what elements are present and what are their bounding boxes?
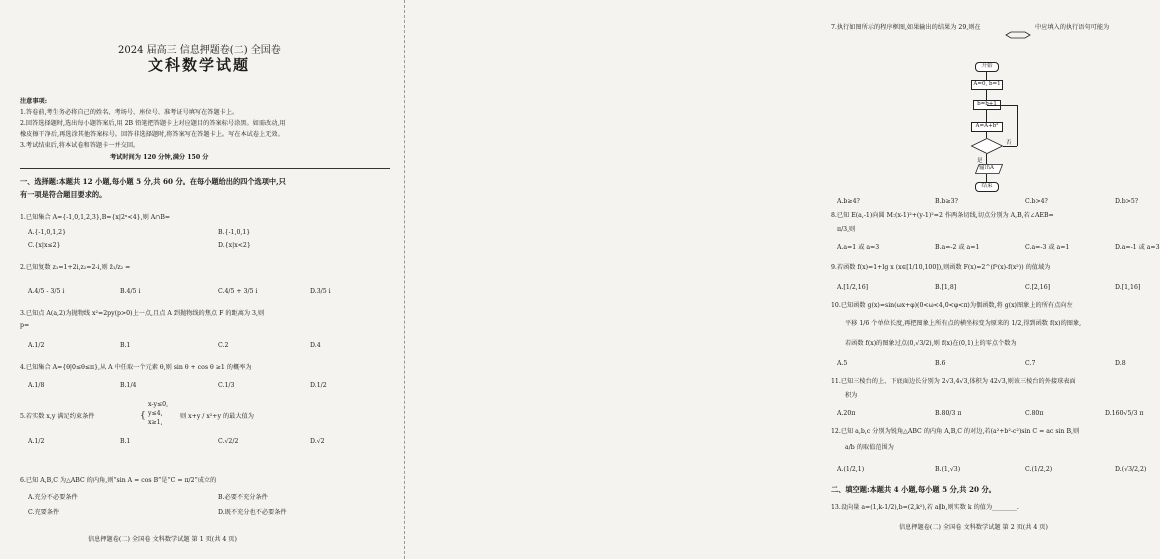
- q3-option-d: D.4: [310, 342, 321, 349]
- q9-option-b: B.[1,8]: [935, 284, 957, 291]
- q2-option-d: D.3/5 i: [310, 288, 331, 295]
- q10-option-b: B.6: [935, 360, 946, 367]
- q10-option-c: C.7: [1025, 360, 1036, 367]
- flow-yes-label: 是: [977, 158, 983, 164]
- q11-option-a: A.20π: [837, 410, 856, 417]
- q9-option-c: C.[2,16]: [1025, 284, 1051, 291]
- q12-option-c: C.(1/2,2): [1025, 466, 1053, 473]
- q1-option-d: D.{x|x<2}: [218, 242, 251, 249]
- q7-option-c: C.b>4?: [1025, 198, 1048, 205]
- flow-output-label: 输出A: [979, 165, 994, 171]
- q12-stem: 12.已知 a,b,c 分别为锐角△ABC 的内角 A,B,C 的对边,若(a²+b²-c²)sin C = ac sin B,则: [831, 428, 1080, 435]
- q13-stem: 13.设向量 a=(1,k-1/2),b=(2,k²),若 a∥b,则实数 k 的值为________.: [831, 504, 1019, 511]
- q11-stem: 11.已知三棱台的上、下底面边长分别为 2√3,4√3,体积为 42√3,则该三棱台的外接球表面: [831, 378, 1076, 385]
- q6-option-a: A.充分不必要条件: [28, 494, 78, 501]
- q12-option-b: B.(1,√3): [935, 466, 961, 473]
- q3-option-b: B.1: [120, 342, 131, 349]
- q5-stem-tail: 则 x+y / x²+y 的最大值为: [180, 413, 254, 420]
- flow-arrow: [986, 154, 987, 164]
- q8-option-c: C.a=-3 或 a=1: [1025, 244, 1070, 251]
- q7-option-b: B.b≥3?: [935, 198, 958, 205]
- q4-option-c: C.1/3: [218, 382, 235, 389]
- q10-stem: 10.已知函数 g(x)=sin(ωx+φ)(0<ω<4,0<φ<π)为偶函数,将 g(x)图象上的所有点向左: [831, 302, 1073, 309]
- flow-arrow: [986, 174, 987, 182]
- q2-option-b: B.4/5 i: [120, 288, 141, 295]
- flow-no-label: 否: [1006, 140, 1012, 146]
- q3-option-a: A.1/2: [28, 342, 45, 349]
- q9-stem: 9.若函数 f(x)=1+lg x (x∈[1/10,100]),则函数 F(x)=2^(f²(x)-f(x²)) 的值域为: [831, 264, 1051, 271]
- q10-option-d: D.8: [1115, 360, 1126, 367]
- exam-time: 考试时间为 120 分钟,满分 150 分: [110, 154, 209, 161]
- q6-option-d: D.既不充分也不必要条件: [218, 509, 287, 516]
- flow-step-a: A=A+b²: [971, 122, 1003, 132]
- q12-option-a: A.(1/2,1): [837, 466, 865, 473]
- q11-stem-2: 积为: [845, 392, 858, 399]
- q7-stem-tail: 中应填入的执行语句可能为: [1035, 24, 1110, 31]
- q1-option-b: B.{-1,0,1}: [218, 229, 251, 236]
- page-footer: 信息押题卷(二) 全国卷 文科数学试题 第 2 页(共 4 页): [899, 524, 1048, 531]
- flow-loop-line: [1017, 105, 1018, 146]
- q2-option-c: C.4/5 + 3/5 i: [218, 288, 258, 295]
- q9-option-d: D.[1,16]: [1115, 284, 1141, 291]
- q7-stem: 7.执行如图所示的程序框图,如果输出的结果为 29,则在: [831, 24, 981, 31]
- q5-condition: x≥1,: [148, 419, 163, 426]
- q5-stem: 5.若实数 x,y 满足约束条件: [20, 413, 95, 420]
- q3-stem-2: p=: [20, 322, 30, 329]
- q3-option-c: C.2: [218, 342, 229, 349]
- brace-icon: {: [140, 411, 146, 421]
- q7-option-d: D.b>5?: [1115, 198, 1139, 205]
- notes-heading: 注意事项:: [20, 98, 48, 105]
- left-page: [0, 0, 404, 559]
- q6-stem: 6.已知 A,B,C 为△ABC 的内角,则“sin A = cos B”是“C = π/2”成立的: [20, 477, 217, 484]
- flow-output: [975, 164, 1003, 174]
- section1-line2: 有一项是符合题目要求的。: [20, 190, 107, 199]
- q8-option-d: D.a=-1 或 a=3: [1115, 244, 1160, 251]
- q10-option-a: A.5: [837, 360, 848, 367]
- q5-option-b: B.1: [120, 438, 131, 445]
- q4-option-d: D.1/2: [310, 382, 327, 389]
- flow-init: A=0, b=1: [971, 80, 1003, 90]
- right-page: [404, 0, 1160, 559]
- q10-stem-2: 平移 1/6 个单位长度,再把图象上所有点的横坐标变为原来的 1/2,得到函数 f(x)的图象,: [845, 320, 1082, 327]
- q4-option-a: A.1/8: [28, 382, 45, 389]
- q5-option-d: D.√2: [310, 438, 325, 445]
- q4-stem: 4.已知集合 A={θ|0≤θ≤π},从 A 中任取一个元素 θ,则 sin θ + cos θ ≥1 的概率为: [20, 364, 252, 371]
- flow-arrow: [986, 72, 987, 80]
- blank-diamond-icon: [1005, 24, 1031, 32]
- q11-option-c: C.80π: [1025, 410, 1044, 417]
- q4-option-b: B.1/4: [120, 382, 137, 389]
- q7-option-a: A.b≥4?: [837, 198, 860, 205]
- page-footer: 信息押题卷(二) 全国卷 文科数学试题 第 1 页(共 4 页): [88, 536, 237, 543]
- section2-heading: 二、填空题:本题共 4 小题,每小题 5 分,共 20 分。: [831, 485, 996, 494]
- q5-option-a: A.1/2: [28, 438, 45, 445]
- note-item: 橡皮擦干净后,再选涂其他答案标号。回答非选择题时,将答案写在答题卡上。写在本试卷上无效。: [20, 131, 284, 138]
- flow-arrow: [1003, 146, 1017, 147]
- note-item: 2.回答选择题时,选出每小题答案后,用 2B 铅笔把答题卡上对应题目的答案标号涂黑。如需改动,用: [20, 120, 286, 127]
- subject-title: 文科数学试题: [148, 56, 251, 74]
- note-item: 3.考试结束后,将本试卷和答题卡一并交回。: [20, 142, 140, 149]
- note-item: 1.答卷前,考生务必将自己的姓名、考场号、座位号、准考证号填写在答题卡上。: [20, 109, 239, 116]
- q5-option-c: C.√2/2: [218, 438, 239, 445]
- q9-option-a: A.[1/2,16]: [837, 284, 869, 291]
- flow-arrow: [986, 110, 987, 122]
- divider: [20, 168, 390, 169]
- q10-stem-3: 若函数 f(x)的图象过点(0,√3/2),则 f(x)在(0,1)上的零点个数为: [845, 340, 1017, 347]
- flow-decision-icon: [971, 138, 1003, 154]
- q11-option-b: B.80/3 π: [935, 410, 962, 417]
- q6-option-c: C.充要条件: [28, 509, 60, 516]
- q2-stem: 2.已知复数 z₁=1+2i,z₂=2-i,则 z̄₁/z₂ =: [20, 264, 131, 271]
- section1-line1: 一、选择题:本题共 12 小题,每小题 5 分,共 60 分。在每小题给出的四个选项中,只: [20, 177, 286, 186]
- q1-option-a: A.{-1,0,1,2}: [28, 229, 67, 236]
- q5-condition: x-y≤0,: [148, 401, 169, 408]
- q8-option-a: A.a=1 或 a=3: [837, 244, 880, 251]
- q1-option-c: C.{x|x≤2}: [28, 242, 61, 249]
- q5-condition: y≤4,: [148, 410, 163, 417]
- q1-stem: 1.已知集合 A={-1,0,1,2,3},B={x|2ˣ<4},则 A∩B=: [20, 214, 171, 221]
- q8-option-b: B.a=-2 或 a=1: [935, 244, 980, 251]
- exam-title-line: 2024 届高三 信息押题卷(二) 全国卷: [118, 45, 281, 56]
- q6-option-b: B.必要不充分条件: [218, 494, 268, 501]
- q11-option-d: D.160√5/3 π: [1105, 410, 1144, 417]
- flow-arrow: [986, 90, 987, 100]
- q12-option-d: D.(√3/2,2): [1115, 466, 1147, 473]
- q8-stem-2: π/3,则: [837, 226, 856, 233]
- q3-stem: 3.已知点 A(a,2)为抛物线 x²=2py(p>0)上一点,且点 A 到抛物线的焦点 F 的距离为 3,则: [20, 310, 265, 317]
- flow-start: 开始: [975, 62, 999, 72]
- flow-end: 结束: [975, 182, 999, 192]
- flow-step-b: b=b+1: [973, 100, 1001, 110]
- flow-loop-line: [987, 105, 1017, 106]
- q8-stem: 8.已知 E(a,-1)向圆 M:(x-1)²+(y-1)²=2 作两条切线,切点分别为 A,B,若∠AEB=: [831, 212, 1054, 219]
- q2-option-a: A.4/5 - 3/5 i: [28, 288, 65, 295]
- q12-stem-2: a/b 的取值范围为: [845, 444, 894, 451]
